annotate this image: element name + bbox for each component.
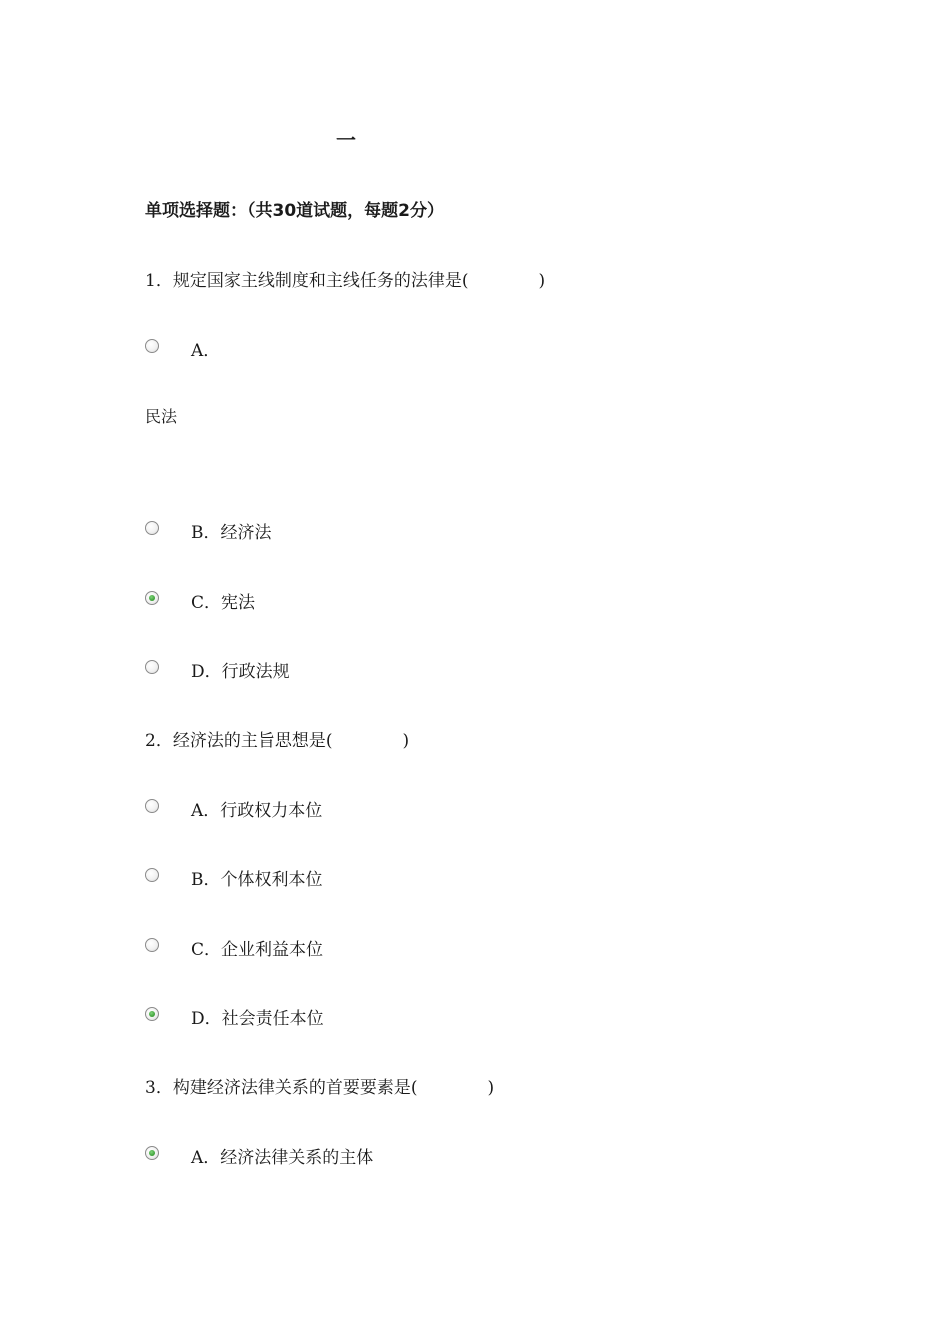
- question-2-option-c[interactable]: [145, 935, 323, 960]
- question-2-text: 2．经济法的主旨思想是(: [145, 731, 333, 751]
- option-label: D．社会责任本位: [191, 1009, 324, 1029]
- option-label: B．经济法: [191, 523, 272, 543]
- radio-button-icon[interactable]: [145, 868, 159, 882]
- question-3: [145, 1073, 494, 1098]
- radio-button-icon[interactable]: [145, 339, 159, 353]
- radio-button-icon[interactable]: [145, 938, 159, 952]
- radio-button-icon[interactable]: [145, 799, 159, 813]
- question-2: [145, 726, 409, 751]
- option-label: D．行政法规: [191, 662, 290, 682]
- question-3-close: ): [487, 1078, 495, 1098]
- question-1-option-d[interactable]: [145, 657, 290, 682]
- radio-button-checked-icon[interactable]: [145, 1146, 159, 1160]
- question-2-option-b[interactable]: [145, 865, 323, 890]
- question-1-close: ): [538, 271, 546, 291]
- radio-button-icon[interactable]: [145, 521, 159, 535]
- question-2-close: ): [402, 731, 410, 751]
- question-1: [145, 266, 545, 291]
- question-1-option-c[interactable]: [145, 588, 255, 613]
- option-label: A．: [191, 341, 221, 361]
- question-2-option-d[interactable]: [145, 1004, 324, 1029]
- question-1-option-b[interactable]: [145, 518, 272, 543]
- radio-button-icon[interactable]: [145, 660, 159, 674]
- question-1-text: 1．规定国家主线制度和主线任务的法律是(: [145, 271, 469, 291]
- question-2-option-a[interactable]: [145, 796, 322, 821]
- question-1-option-a[interactable]: [145, 336, 220, 361]
- option-label: C．企业利益本位: [191, 940, 324, 960]
- section-heading-mark: 一: [336, 128, 356, 152]
- option-label: C．宪法: [191, 593, 256, 613]
- question-3-text: 3．构建经济法律关系的首要要素是(: [145, 1078, 418, 1098]
- question-3-option-a[interactable]: [145, 1143, 373, 1168]
- option-label: A．行政权力本位: [191, 801, 323, 821]
- option-label: B．个体权利本位: [191, 870, 323, 890]
- option-label: A．经济法律关系的主体: [191, 1148, 374, 1168]
- section-title: 单项选择题：（共30道试题，每题2分）: [145, 201, 444, 221]
- radio-button-checked-icon[interactable]: [145, 591, 159, 605]
- question-1-option-a-text: 民法: [145, 407, 178, 426]
- radio-button-checked-icon[interactable]: [145, 1007, 159, 1021]
